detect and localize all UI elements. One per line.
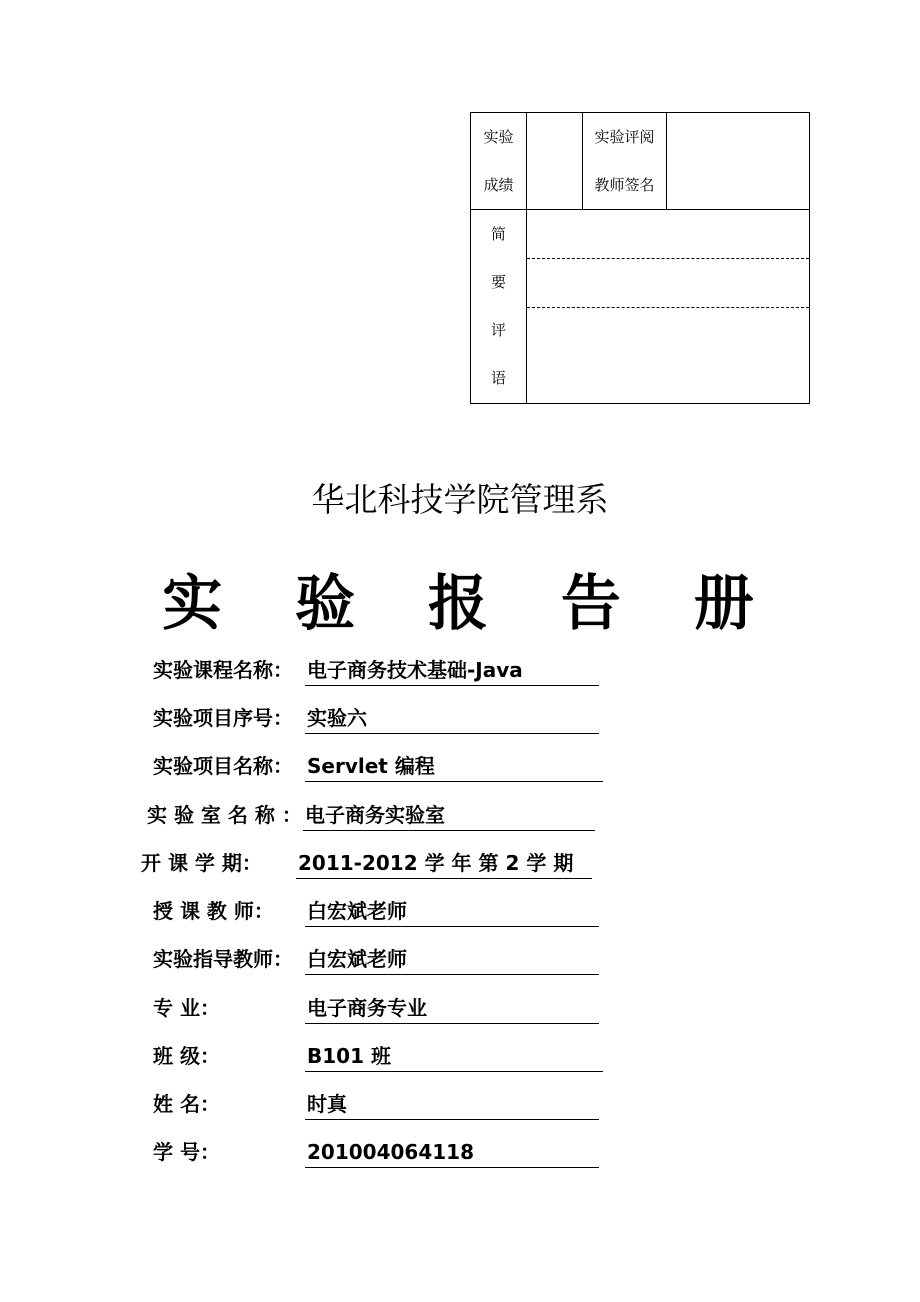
field-label: 姓 名： xyxy=(153,1092,220,1116)
field-value[interactable]: 电子商务专业 xyxy=(305,991,599,1024)
score-label-cell xyxy=(471,113,527,209)
field-value[interactable]: 白宏斌老师 xyxy=(305,894,599,927)
comment-area[interactable] xyxy=(527,210,809,403)
field-label: 学 号： xyxy=(153,1140,220,1164)
field-label: 开 课 学 期： xyxy=(141,851,262,875)
field-label: 实验项目名称： xyxy=(153,754,293,778)
reviewer-label-cell xyxy=(583,113,667,209)
field-value[interactable]: B101 班 xyxy=(305,1039,603,1072)
comment-dashed-line xyxy=(527,307,809,308)
comment-label-char: 语 xyxy=(490,369,506,387)
field-value[interactable]: 2011-2012 学 年 第 2 学 期 xyxy=(296,846,592,879)
field-label: 实验指导教师： xyxy=(153,947,293,971)
score-label-line: 成绩 xyxy=(483,176,514,194)
field-label: 实验课程名称： xyxy=(153,658,293,682)
field-value[interactable]: 电子商务技术基础-Java xyxy=(305,653,599,686)
field-value[interactable]: 时真 xyxy=(305,1087,599,1120)
department-title: 华北科技学院管理系 xyxy=(311,480,609,519)
comment-label-char: 要 xyxy=(490,273,506,291)
reviewer-label-line: 教师签名 xyxy=(594,176,655,194)
field-value[interactable]: 实验六 xyxy=(305,701,599,734)
field-value[interactable]: 201004064118 xyxy=(305,1135,599,1168)
comment-label-cell xyxy=(471,210,527,403)
grade-table xyxy=(470,112,810,404)
grade-table-row-score xyxy=(471,113,809,210)
grade-table-row-comment xyxy=(471,210,809,403)
field-label: 实验项目序号： xyxy=(153,706,293,730)
field-label: 专 业： xyxy=(153,996,220,1020)
comment-label-char: 简 xyxy=(490,225,506,243)
report-book-title: 实 验 报 告 册 xyxy=(162,569,780,639)
comment-label-char: 评 xyxy=(490,321,506,339)
score-value-cell[interactable] xyxy=(527,113,583,209)
field-value[interactable]: 白宏斌老师 xyxy=(305,942,599,975)
comment-dashed-line xyxy=(527,258,809,259)
field-label: 实 验 室 名 称 ： xyxy=(147,803,302,827)
field-label: 班 级： xyxy=(153,1044,220,1068)
score-label-line: 实验 xyxy=(483,128,514,146)
reviewer-label-line: 实验评阅 xyxy=(594,128,655,146)
field-label: 授 课 教 师： xyxy=(153,899,274,923)
field-value[interactable]: 电子商务实验室 xyxy=(303,798,595,831)
field-value[interactable]: Servlet 编程 xyxy=(305,749,603,782)
reviewer-signature-cell[interactable] xyxy=(667,113,809,209)
